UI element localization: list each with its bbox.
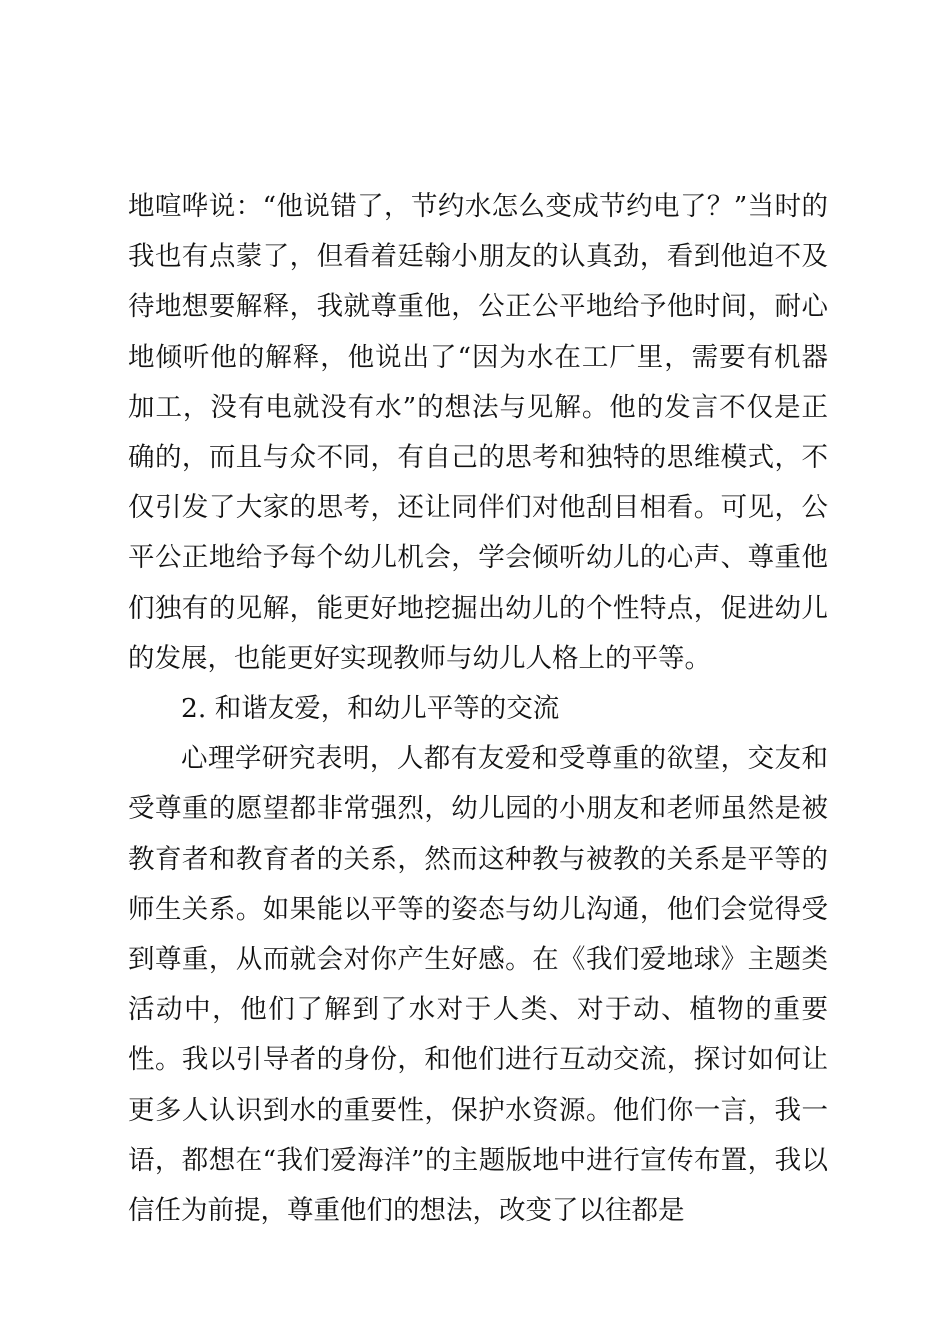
paragraph-1: 地喧哗说：“他说错了，节约水怎么变成节约电了？”当时的我也有点蒙了，但看着廷翰小朋友的认真劲，看到他迫不及待地想要解释，我就尊重他，公正公平地给予他时间，耐心地倾听他的解释，他说出了“因为水在工厂里，需要有机器加工，没有电就没有水”的想法与见解。他的发言不仅是正确的，而且与众不同，有自己的思考和独特的思维模式，不仅引发了大家的思考，还让同伴们对他刮目相看。可见，公平公正地给予每个幼儿机会，学会倾听幼儿的心声、尊重他们独有的见解，能更好地挖掘出幼儿的个性特点，促进幼儿的发展，也能更好实现教师与幼儿人格上的平等。 (128, 191, 828, 674)
document-body (128, 182, 828, 1236)
section-heading: 2. 和谐友爱，和幼儿平等的交流 (181, 693, 560, 725)
paragraph-2: 心理学研究表明，人都有友爱和受尊重的欲望，交友和受尊重的愿望都非常强烈，幼儿园的小朋友和老师虽然是被教育者和教育者的关系，然而这种教与被教的关系是平等的师生关系。如果能以平等的姿态与幼儿沟通，他们会觉得受到尊重，从而就会对你产生好感。在《我们爱地球》主题类活动中，他们了解到了水对于人类、对于动、植物的重要性。我以引导者的身份，和他们进行互动交流，探讨如何让更多人认识到水的重要性，保护水资源。他们你一言，我一语，都想在“我们爱海洋”的主题版地中进行宣传布置，我以信任为前提，尊重他们的想法，改变了以往都是 (128, 743, 828, 1227)
